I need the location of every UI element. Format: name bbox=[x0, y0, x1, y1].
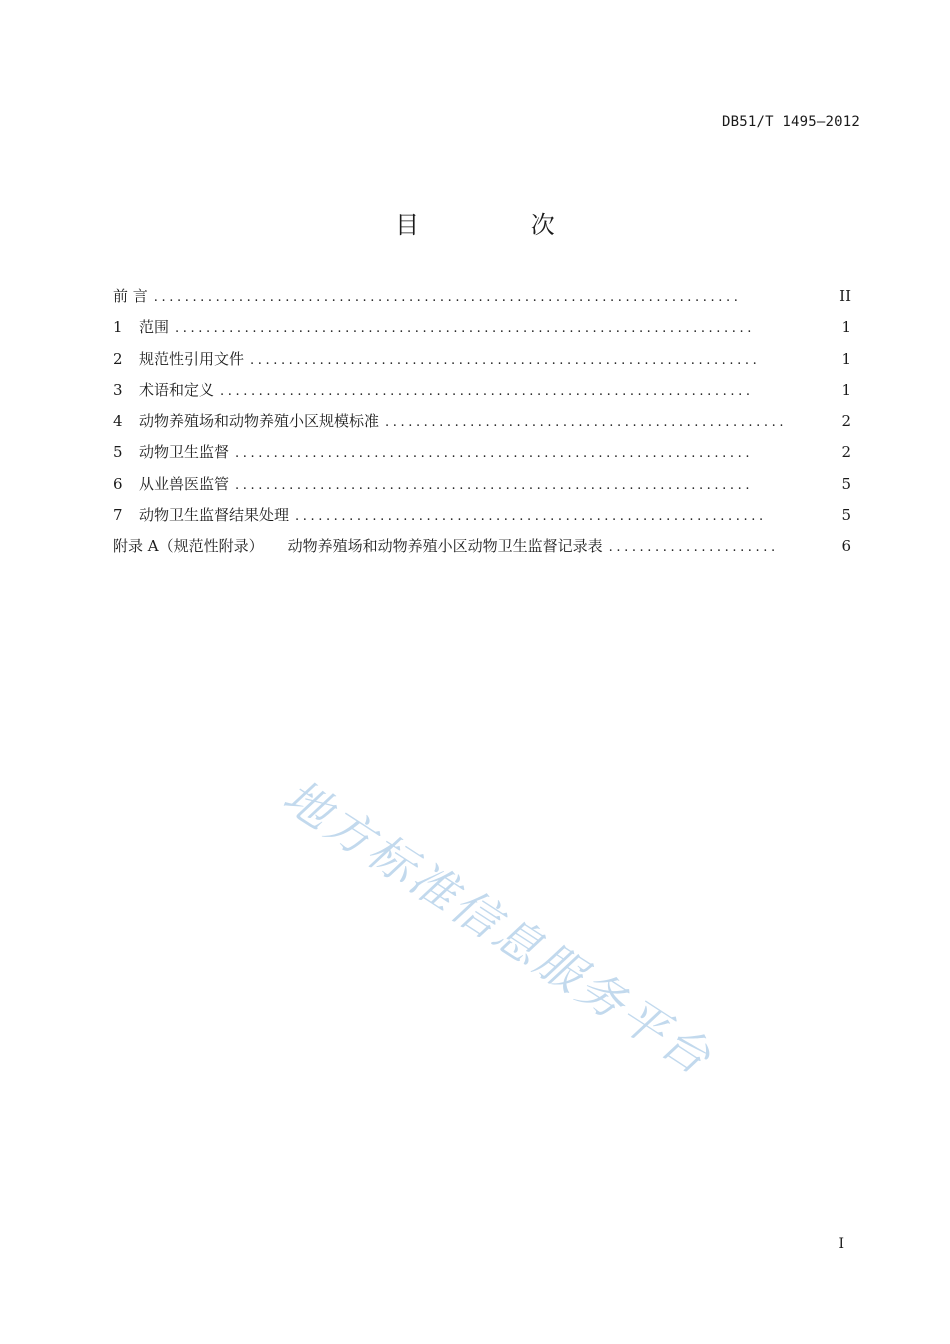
toc-leader-dots: ..................................................................... bbox=[220, 383, 754, 399]
toc-entry-label: 动物卫生监督 bbox=[139, 443, 230, 462]
toc-entry-7[interactable] bbox=[113, 504, 851, 535]
toc-entry-foreword[interactable] bbox=[113, 285, 851, 316]
toc-leader-dots: ...................... bbox=[608, 540, 779, 556]
toc-entry-number: 5 bbox=[113, 443, 123, 462]
toc-entry-1[interactable] bbox=[113, 316, 851, 347]
toc-entry-6[interactable] bbox=[113, 473, 851, 504]
toc-leader-dots: ................................................................... bbox=[235, 446, 754, 462]
page-number: I bbox=[838, 1236, 844, 1252]
toc-entry-number: 2 bbox=[113, 349, 123, 368]
toc-page-number: 2 bbox=[841, 412, 851, 431]
toc-page-number: 1 bbox=[841, 318, 851, 337]
toc-leader-dots: ........................................................................... bbox=[175, 321, 755, 337]
toc-entry-5[interactable] bbox=[113, 441, 851, 472]
toc-entry-subtitle: 动物养殖场和动物养殖小区动物卫生监督记录表 bbox=[287, 537, 603, 556]
toc-entry-label: 前 言 bbox=[113, 287, 148, 305]
toc-entry-number: 6 bbox=[113, 474, 123, 493]
toc-entry-number: 1 bbox=[113, 318, 123, 337]
toc-entry-label: 从业兽医监管 bbox=[139, 474, 230, 493]
toc-entry-4[interactable] bbox=[113, 410, 851, 441]
toc-page-number: 5 bbox=[841, 474, 851, 493]
toc-page-number: 1 bbox=[841, 349, 851, 368]
toc-page-number: 6 bbox=[841, 537, 851, 556]
toc-page-number: 1 bbox=[841, 380, 851, 399]
toc-title: 目 次 bbox=[395, 211, 607, 239]
toc-entry-label: 附录 A（规范性附录） bbox=[113, 537, 264, 556]
toc-page-number: 2 bbox=[841, 443, 851, 462]
toc-leader-dots: .................................................................. bbox=[250, 352, 761, 368]
toc-entry-label: 范围 bbox=[139, 318, 170, 337]
toc-entry-label: 动物养殖场和动物养殖小区规模标准 bbox=[139, 412, 380, 431]
document-code: DB51/T 1495—2012 bbox=[721, 114, 860, 130]
toc-entry-number: 4 bbox=[113, 412, 123, 431]
toc-entry-2[interactable] bbox=[113, 348, 851, 379]
toc-entry-label: 术语和定义 bbox=[139, 380, 215, 399]
toc-entry-appendix-a[interactable] bbox=[113, 535, 851, 566]
watermark: 地方标准信息服务平台 bbox=[273, 768, 723, 1087]
toc-page-number: 5 bbox=[841, 506, 851, 525]
toc-leader-dots: ................................................................... bbox=[235, 477, 754, 493]
toc-entry-label: 动物卫生监督结果处理 bbox=[139, 506, 290, 525]
toc-entry-number: 3 bbox=[113, 380, 123, 399]
toc-leader-dots: ............................................................................ bbox=[153, 290, 742, 305]
toc-entry-3[interactable] bbox=[113, 379, 851, 410]
table-of-contents bbox=[113, 285, 851, 567]
toc-leader-dots: ............................................................. bbox=[295, 509, 767, 525]
toc-entry-label: 规范性引用文件 bbox=[139, 349, 245, 368]
toc-entry-number: 7 bbox=[113, 506, 123, 525]
toc-leader-dots: .................................................... bbox=[385, 415, 788, 431]
toc-page-number: II bbox=[839, 287, 851, 305]
